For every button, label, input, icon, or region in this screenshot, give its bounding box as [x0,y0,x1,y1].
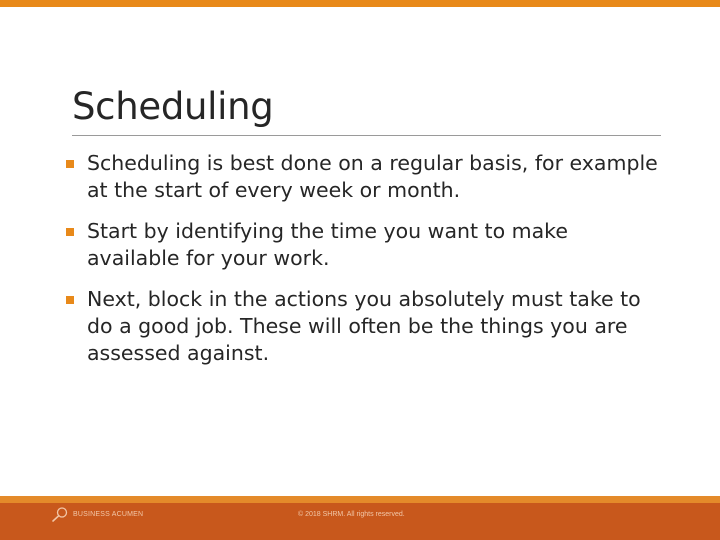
footer-accent-strip [0,496,720,503]
footer-copyright: © 2018 SHRM. All rights reserved. [298,511,405,518]
top-accent-bar [0,0,720,7]
square-bullet-icon [66,160,74,168]
bullet-text: Start by identifying the time you want to make available for your work. [87,219,568,270]
footer-course-label: BUSINESS ACUMEN [73,511,144,518]
bullet-text: Scheduling is best done on a regular basis, for example at the start of every week or month. [87,151,658,202]
footer-bar [0,496,720,540]
bullet-list [62,150,662,381]
bullet-item [62,286,662,367]
bullet-item [62,150,662,204]
bullet-text: Next, block in the actions you absolutely must take to do a good job. These will often be the things you are assessed against. [87,287,641,365]
title-divider [72,135,661,136]
slide-title: Scheduling [72,85,274,128]
square-bullet-icon [66,296,74,304]
square-bullet-icon [66,228,74,236]
bullet-item [62,218,662,272]
magnifier-icon [50,506,70,522]
